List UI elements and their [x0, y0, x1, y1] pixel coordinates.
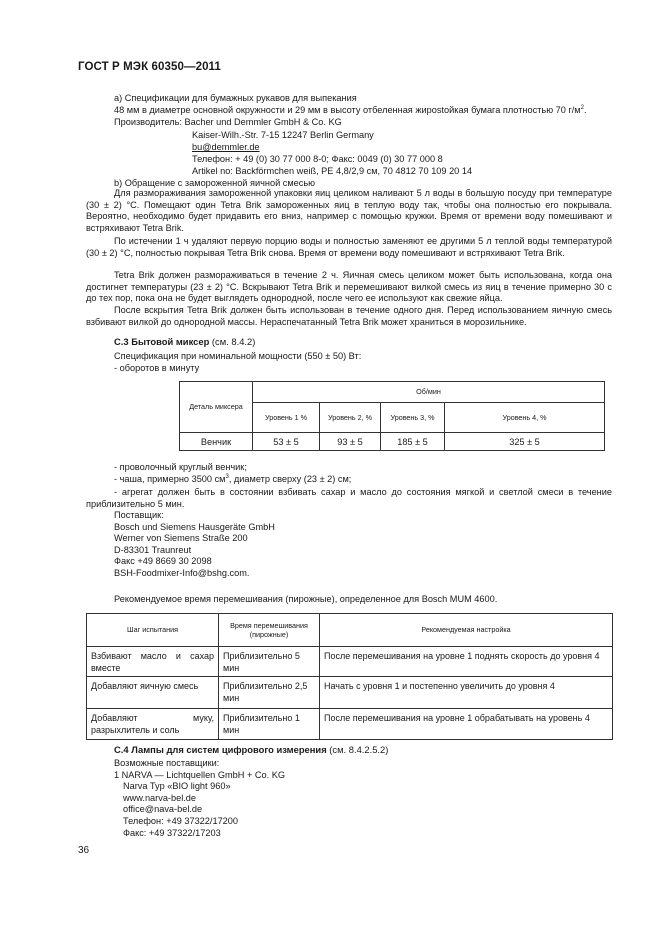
- supplier-block: [114, 510, 275, 580]
- spec-a-title: a) Спецификации для бумажных рукавов для выпекания: [114, 93, 357, 103]
- spec-b-paragraph-3: Tetra Brik должен размораживаться в течение 2 ч. Яичная смесь целиком может быть использована, когда она достигнет температуры (23 ± 2) °C. Вскрывают Tetra Brik и перемешивают вилкой смесь из яиц в течение примерно 30 с до тех пор, пока она не будет выглядеть однородной, после чего ее используют как свежие яйца.: [86, 270, 612, 304]
- c4-line: 1 NARVA — Lichtquellen GmbH + Co. KG: [114, 769, 285, 780]
- supplier-label: Поставщик:: [114, 510, 164, 520]
- table2-cell: Добавляют муку, разрыхлитель и соль: [87, 709, 219, 740]
- table2-cell: После перемешивания на уровне 1 обрабатывать на уровень 4: [320, 709, 613, 740]
- document-header: ГОСТ Р МЭК 60350—2011: [78, 61, 221, 73]
- c4-line: www.narva-bel.de: [123, 792, 197, 803]
- table1-header-rpm: Об/мин: [253, 382, 605, 403]
- table2-cell: Взбивают масло и сахар вместе: [87, 647, 219, 677]
- bullet-whisk: - проволочный круглый венчик;: [114, 462, 247, 472]
- bullet-bowl: - чаша, примерно 3500 $см^3$, диаметр сверху (23 ± 2) см;: [114, 474, 352, 485]
- c4-line: Телефон: +49 37322/17200: [123, 815, 239, 826]
- table1-cell: 185 ± 5: [381, 433, 445, 451]
- table1-cell: 93 ± 5: [320, 433, 381, 451]
- table2-cell: Приблизительно 1 мин: [219, 709, 320, 740]
- c3-rpm-line: - оборотов в минуту: [114, 363, 200, 374]
- spec-b-paragraph-1: Для размораживания замороженной упаковки яиц целиком наливают 5 л воды в большую посуду при температуре (30 ± 2) °C. Помещают один Tetra Brik замороженных яиц в теплую воду так, чтобы она полностью его покрывала. Вероятно, необходимо будет придавить его вниз, например с помощью кружки. Время от времени воду помешивают и встряхивают Tetra Brik.: [86, 188, 612, 233]
- section-c4-heading: С.4 Лампы для систем цифрового измерения (см. 8.4.2.5.2): [114, 744, 389, 755]
- spec-b-title: b) Обращение с замороженной яичной смесью: [114, 178, 316, 189]
- table2-header: Рекомендуемая настройка: [320, 614, 613, 647]
- c4-line: Narva Typ «BIO light 960»: [123, 781, 231, 792]
- table1-header-level: Уровень 1 %: [253, 403, 320, 433]
- manufacturer-address: Kaiser-Wilh.-Str. 7-15 12247 Berlin Germany: [192, 129, 374, 140]
- mixing-time-table: [86, 613, 613, 740]
- table1-header-part: Деталь миксера: [180, 382, 253, 433]
- manufacturer-phone: Телефон: + 49 (0) 30 77 000 8-0; Факс: 0049 (0) 30 77 000 8: [192, 154, 443, 165]
- table2-cell: Приблизительно 2,5 мин: [219, 677, 320, 709]
- manufacturer-line: Производитель: Bacher und Demmler GmbH & Co. KG: [114, 117, 342, 128]
- c4-line: Факс: +49 37322/17203: [123, 827, 221, 838]
- supplier-email: BSH-Foodmixer-Info@bshg.com.: [114, 567, 250, 578]
- table2-cell: После перемешивания на уровне 1 поднять скорость до уровня 4: [320, 647, 613, 677]
- spec-a-block: [114, 92, 587, 190]
- manufacturer-email-link[interactable]: bu@demmler.de: [192, 141, 260, 152]
- manufacturer-article: Artikel no: Backförmchen weiß, PE 4,8/2,9 см, 70 4812 70 109 20 14: [192, 166, 473, 177]
- spec-a-line1: 48 мм в диаметре основной окружности и 29 мм в высоту отбеленная жирostойкая бумага плотностью 70 $г/м^2$.: [114, 105, 587, 116]
- c4-supplier-block: [114, 758, 285, 839]
- table2-cell: Добавляют яичную смесь: [87, 677, 219, 709]
- page-number: 36: [78, 845, 90, 856]
- c3-spec-line: Спецификация при номинальной мощности (550 ± 50) Вт:: [114, 351, 362, 361]
- table1-row-label: Венчик: [180, 433, 253, 451]
- section-c3-heading: С.3 Бытовой миксер (см. 8.4.2): [114, 336, 256, 347]
- spec-b-paragraph-4: После вскрытия Tetra Brik должен быть использован в течение одного дня. Перед использованием яичную смесь взбивают вилкой до однородной массы. Нераспечатанный Tetra Brik может храниться в морозильнике.: [86, 305, 612, 327]
- supplier-line: Факс +49 8669 30 2098: [114, 556, 212, 567]
- table2-cell: Приблизительно 5 мин: [219, 647, 320, 677]
- c3-bullets: [114, 461, 612, 485]
- table1-header-level: Уровень 4, %: [445, 403, 605, 433]
- bullet-unit: - агрегат должен быть в состоянии взбивать сахар и масло до состояния мягкой и светлой смеси в течение приблизительно 5 мин.: [86, 487, 612, 509]
- table1-header-level: Уровень 2, %: [320, 403, 381, 433]
- mixer-speed-table: [179, 381, 605, 451]
- table1-cell: 325 ± 5: [445, 433, 605, 451]
- supplier-line: D-83301 Traunreut: [114, 544, 192, 555]
- recommend-line: Рекомендуемое время перемешивания (пирожные), определенное для Bosch MUM 4600.: [114, 594, 498, 604]
- table2-header: Время перемешивания (пирожные): [219, 614, 320, 647]
- table2-cell: Начать с уровня 1 и постепенно увеличить до уровня 4: [320, 677, 613, 709]
- supplier-line: Werner von Siemens Straße 200: [114, 533, 248, 544]
- spec-b-paragraph-2: По истечении 1 ч удаляют первую порцию воды и полностью заменяют ее другими 5 л теплой воды температурой (30 ± 2) °C, полностью покрывая Tetra Brik снова. Время от времени воду помешивают и встряхивают Tetra Brik.: [86, 236, 612, 258]
- table2-header: Шаг испытания: [87, 614, 219, 647]
- c4-possible-label: Возможные поставщики:: [114, 758, 220, 768]
- table1-cell: 53 ± 5: [253, 433, 320, 451]
- c4-line: office@nava-bel.de: [123, 804, 203, 815]
- table1-header-level: Уровень 3, %: [381, 403, 445, 433]
- c3-spec-block: [114, 350, 361, 374]
- supplier-line: Bosch und Siemens Hausgeräte GmbH: [114, 521, 275, 532]
